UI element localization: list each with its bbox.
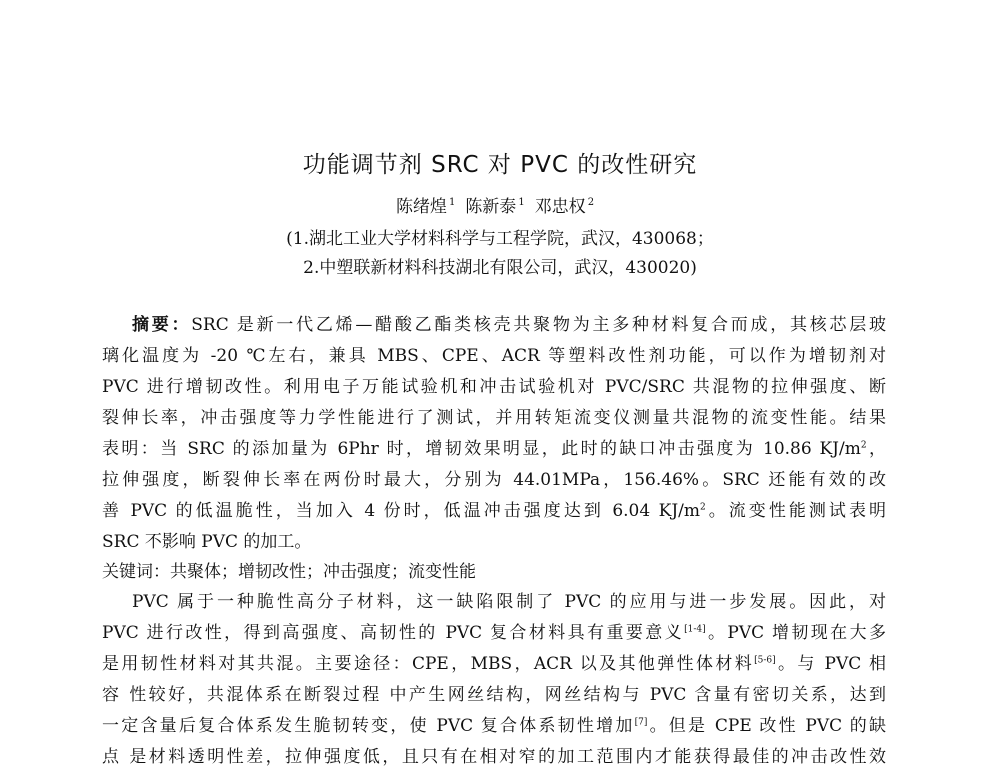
affiliation-2: 2.中塑联新材料科技湖北有限公司，武汉，430020) (303, 258, 697, 278)
abstract-line: 善 PVC 的低温脆性，当加入 4 份时，低温冲击强度达到 6.04 $KJ/m^2$。流变性能测试表明 (102, 501, 886, 521)
author-name: 邓忠权 (534, 197, 586, 217)
author-affiliation-mark: 1 (448, 197, 456, 209)
paper-title: 功能调节剂 SRC 对 PVC 的改性研究 (302, 152, 698, 178)
body-line: 容 性较好，共混体系在断裂过程 中产生网丝结构，网丝结构与 PVC 含量有密切关系，达到 (102, 685, 886, 705)
abstract-line: 表明：当 SRC 的添加量为 6Phr 时，增韧效果明显，此时的缺口冲击强度为 10.86 $KJ/m^2$， (102, 439, 886, 459)
keywords: 关键词：共聚体；增韧改性；冲击强度；流变性能 (102, 562, 476, 582)
abstract-line: 裂伸长率，冲击强度等力学性能进行了测试，并用转矩流变仪测量共混物的流变性能。结果 (102, 408, 886, 428)
author-affiliation-mark: 1 (518, 197, 525, 209)
author-affiliation-mark: 2 (587, 197, 595, 209)
citation-ref: [1-4] (684, 624, 706, 635)
abstract-line: 璃化温度为 -20 ℃左右，兼具 MBS、CPE、ACR 等塑料改性剂功能，可以作为增韧剂对 (102, 346, 886, 366)
abstract-line: 拉伸强度，断裂伸长率在两份时最大，分别为 44.01MPa，156.46%。SRC 还能有效的改 (102, 470, 886, 490)
body-line: PVC 属于一种脆性高分子材料，这一缺陷限制了 PVC 的应用与进一步发展。因此，对 (132, 592, 886, 612)
citation-ref: [5-6] (754, 655, 776, 666)
abstract-label: 摘要： (132, 315, 192, 335)
abstract-line: 摘要：SRC 是新一代乙烯—醋酸乙酯类核壳共聚物为主多种材料复合而成，其核芯层玻 (132, 315, 886, 335)
affiliation-1: (1.湖北工业大学材料科学与工程学院，武汉，430068； (286, 229, 714, 249)
body-line: 是用韧性材料对其共混。主要途径：CPE，MBS，ACR 以及其他弹性体材料[5-6]。与 PVC 相 (102, 654, 887, 674)
author-list (0, 192, 1000, 217)
abstract-line: SRC 不影响 PVC 的加工。 (102, 532, 312, 552)
body-line: PVC 进行改性，得到高强度、高韧性的 PVC 复合材料具有重要意义[1-4]。PVC 增韧现在大多 (102, 623, 886, 643)
author-name: 陈绪煌 (395, 197, 447, 217)
abstract-line: PVC 进行增韧改性。利用电子万能试验机和冲击试验机对 PVC/SRC 共混物的拉伸强度、断 (102, 377, 886, 397)
author-name: 陈新泰 (465, 197, 517, 217)
body-line: 点 是材料透明性差，拉伸强度低，且只有在相对窄的加工范围内才能获得最佳的冲击改性效 (102, 747, 886, 767)
citation-ref: [7] (634, 717, 648, 728)
body-line: 一定含量后复合体系发生脆韧转变，使 PVC 复合体系韧性增加[7]。但是 CPE 改性 PVC 的缺 (102, 716, 887, 736)
